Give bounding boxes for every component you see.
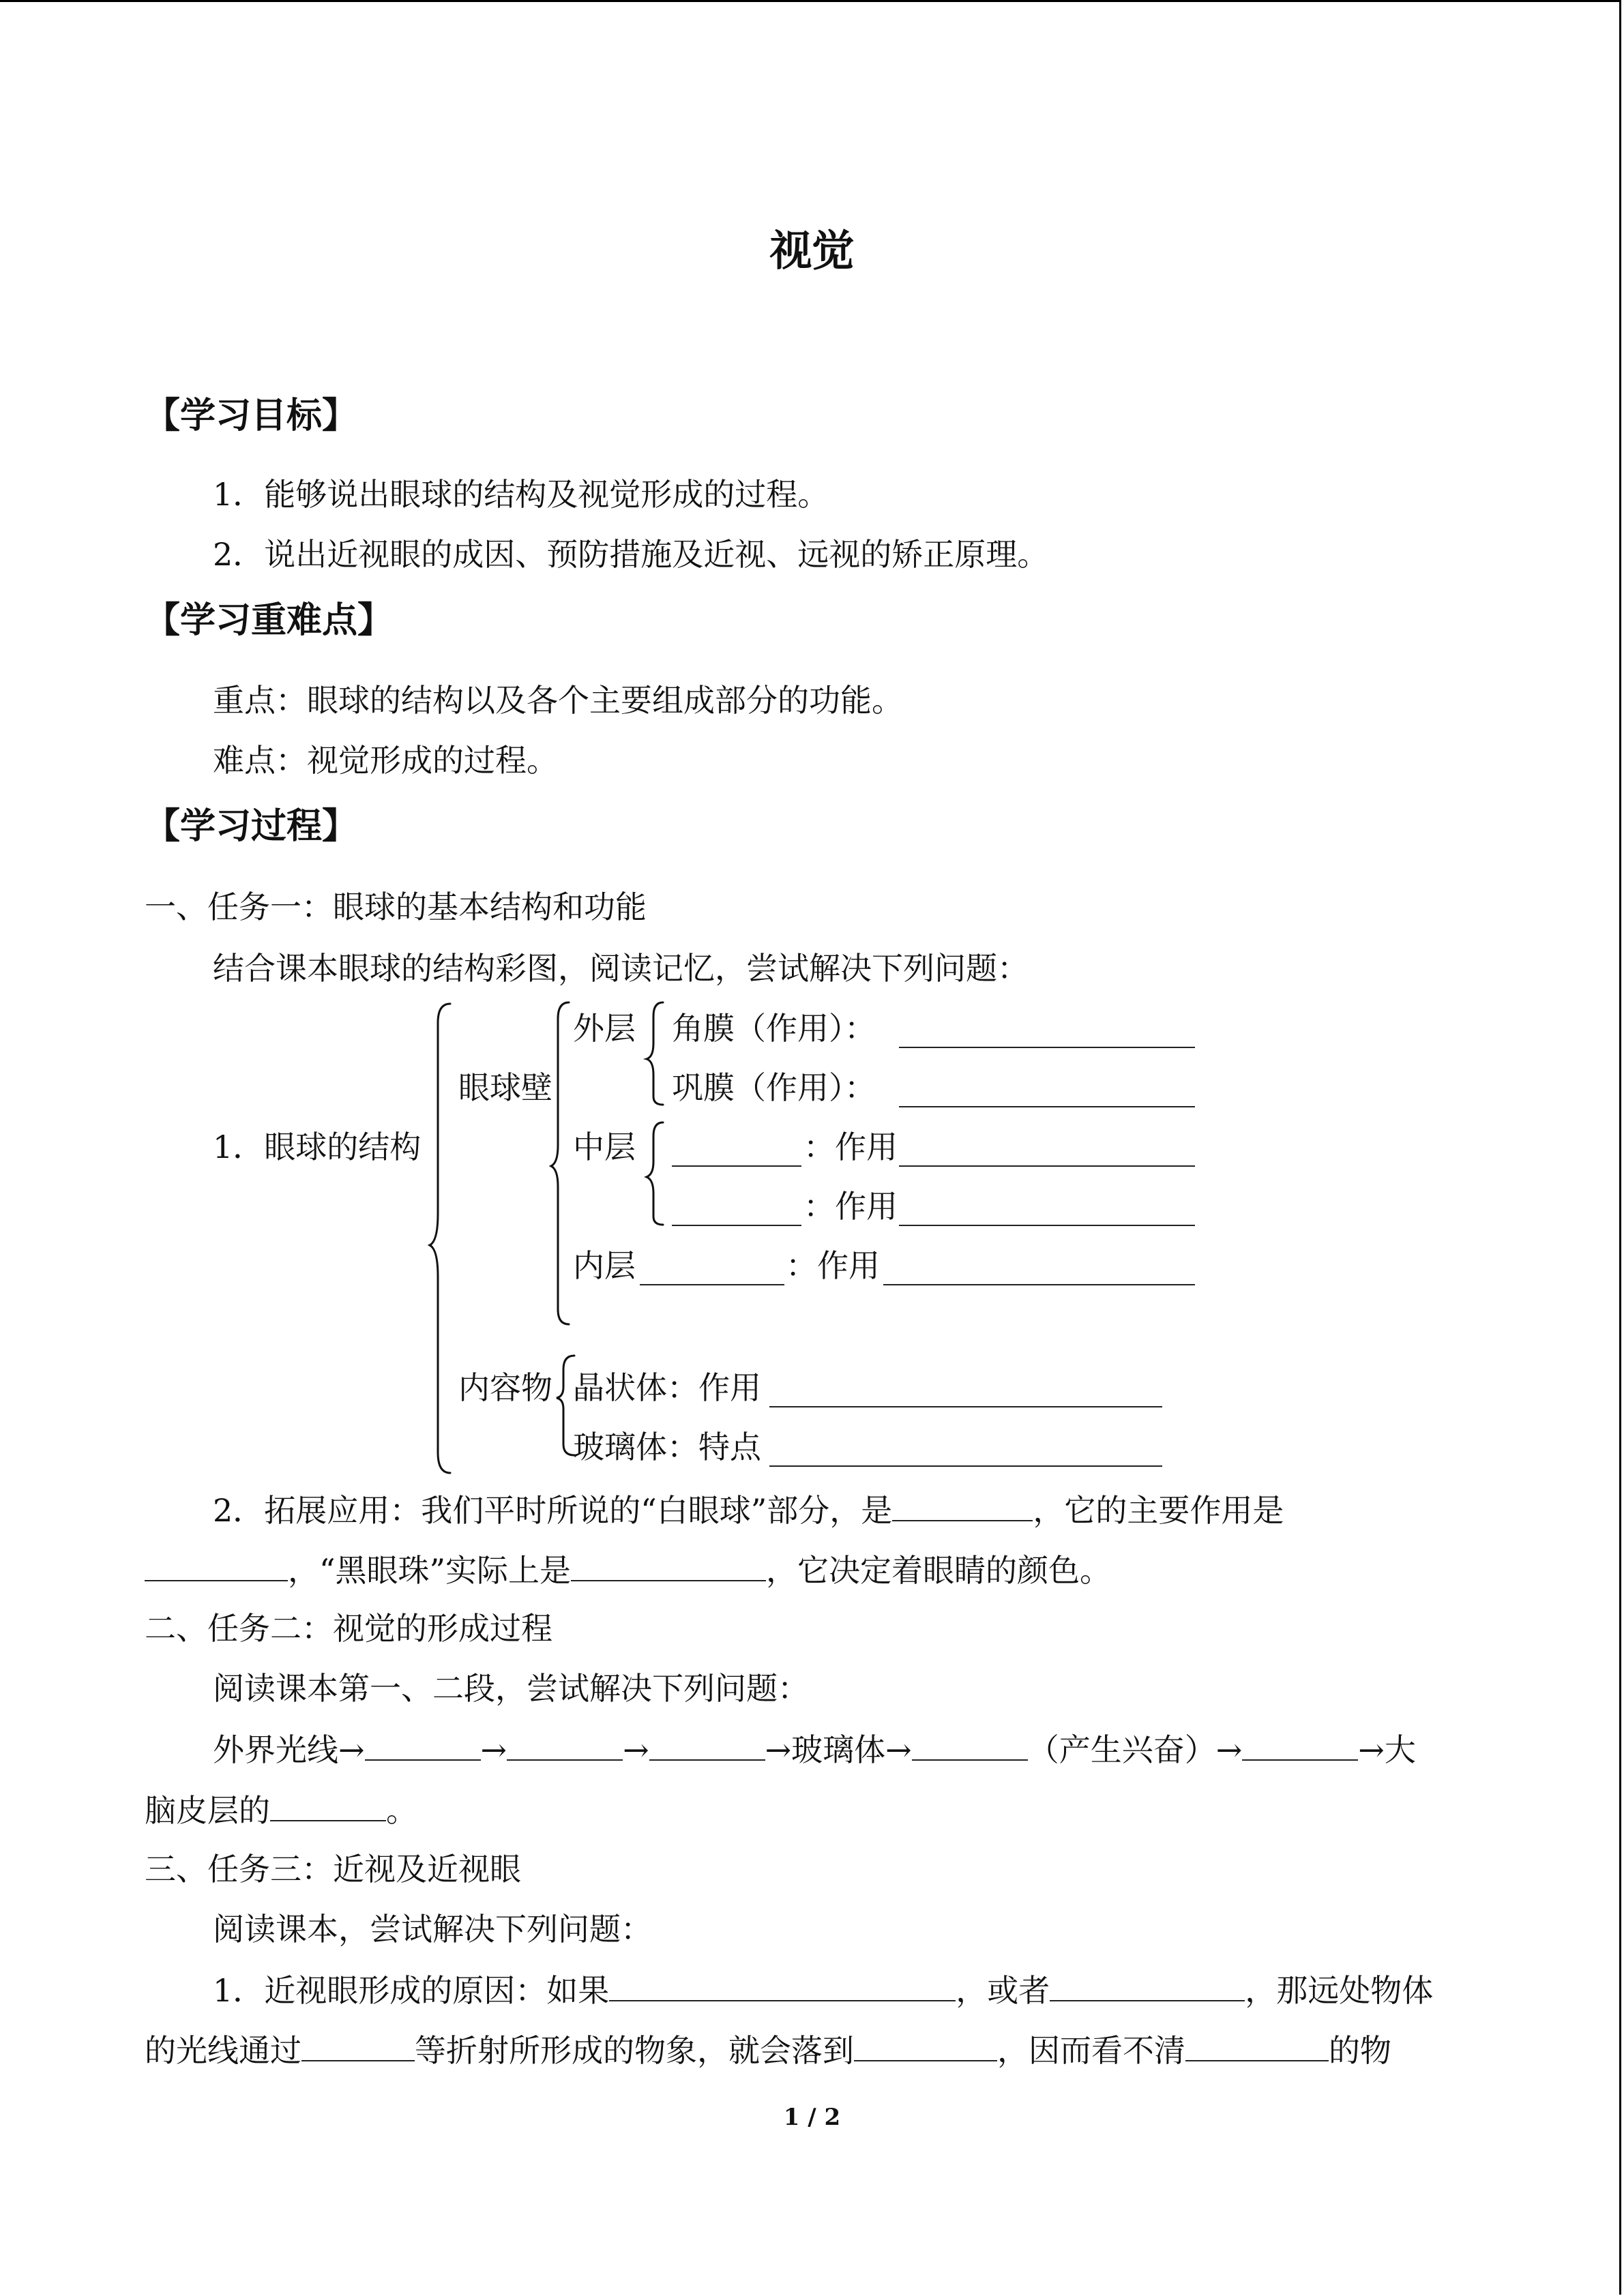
focus-text: 重点：眼球的结构以及各个主要组成部分的功能。 [213,682,903,719]
ext-line-1: 2．拓展应用：我们平时所说的“白眼球”部分，是 ，它的主要作用是 [213,1489,1284,1531]
myopia-image-blank[interactable] [854,2029,997,2061]
myopia-q1-line1: 1．近视眼形成的原因：如果 ，或者 ，那远处物体 [213,1969,1433,2011]
white-eye-blank[interactable] [892,1489,1033,1521]
task1-title: 一、任务一：眼球的基本结构和功能 [145,889,647,925]
middle-brace [647,1122,663,1225]
process-heading: 【学习过程】 [145,806,358,847]
myopia-cause-blank-2[interactable] [1050,1969,1245,2001]
inner-part-role: ：作用 [786,1247,880,1284]
middle-part-1-role: ：作用 [803,1129,898,1165]
task1-intro: 结合课本眼球的结构彩图，阅读记忆，尝试解决下列问题： [213,950,1029,987]
outer-layer-label: 外层 [573,1010,636,1047]
middle-layer-label: 中层 [573,1129,636,1165]
black-eye-blank[interactable] [571,1549,766,1581]
chain-blank-3[interactable] [649,1728,765,1761]
wall-label: 眼球壁 [458,1069,552,1106]
sclera-label: 巩膜（作用）： [672,1069,876,1106]
task2-intro: 阅读课本第一、二段，尝试解决下列问题： [213,1670,809,1707]
chain-blank-2[interactable] [507,1728,623,1761]
goals-heading: 【学习目标】 [145,396,358,436]
contents-label: 内容物 [458,1369,552,1406]
outer-brace [647,1002,663,1105]
chain-blank-1[interactable] [365,1728,481,1761]
ext-line-2: ，“黑眼珠”实际上是 ，它决定着眼睛的颜色。 [145,1549,1111,1591]
lens-label: 晶状体：作用 [573,1369,761,1406]
page-title: 视觉 [769,226,855,275]
vision-chain: 外界光线→ → → →玻璃体→ （产生兴奋）→ →大 [213,1728,1416,1770]
structure-label: 1．眼球的结构 [213,1129,422,1165]
keypoints-heading: 【学习重难点】 [145,600,394,641]
chain-blank-6[interactable] [270,1789,386,1821]
task3-intro: 阅读课本，尝试解决下列问题： [213,1911,652,1948]
white-eye-role-blank[interactable] [145,1549,288,1581]
wall-brace [551,1002,569,1324]
chain-blank-5[interactable] [1242,1728,1358,1761]
goal-item-1: 1．能够说出眼球的结构及视觉形成的过程。 [213,476,829,513]
goal-item-2: 2．说出近视眼的成因、预防措施及近视、远视的矫正原理。 [213,536,1049,573]
myopia-refract-blank[interactable] [301,2029,415,2061]
cornea-label: 角膜（作用）： [672,1010,876,1047]
task3-title: 三、任务三：近视及近视眼 [145,1851,521,1888]
myopia-q1-line2: 的光线通过 等折射所形成的物象，就会落到 ，因而看不清 的物 [145,2029,1391,2071]
myopia-object-blank[interactable] [1185,2029,1329,2061]
task2-title: 二、任务二：视觉的形成过程 [145,1610,552,1647]
myopia-cause-blank-1[interactable] [609,1969,956,2001]
inner-layer-label: 内层 [573,1247,636,1284]
contents-brace [557,1356,574,1455]
vitreous-label: 玻璃体：特点 [573,1429,761,1465]
page-number: 1 / 2 [783,2104,841,2131]
main-brace [430,1004,450,1473]
chain-blank-4[interactable] [912,1728,1028,1761]
vision-chain-end: 脑皮层的 。 [145,1789,417,1831]
middle-part-2-role: ：作用 [803,1188,898,1225]
difficulty-text: 难点：视觉形成的过程。 [213,742,558,779]
